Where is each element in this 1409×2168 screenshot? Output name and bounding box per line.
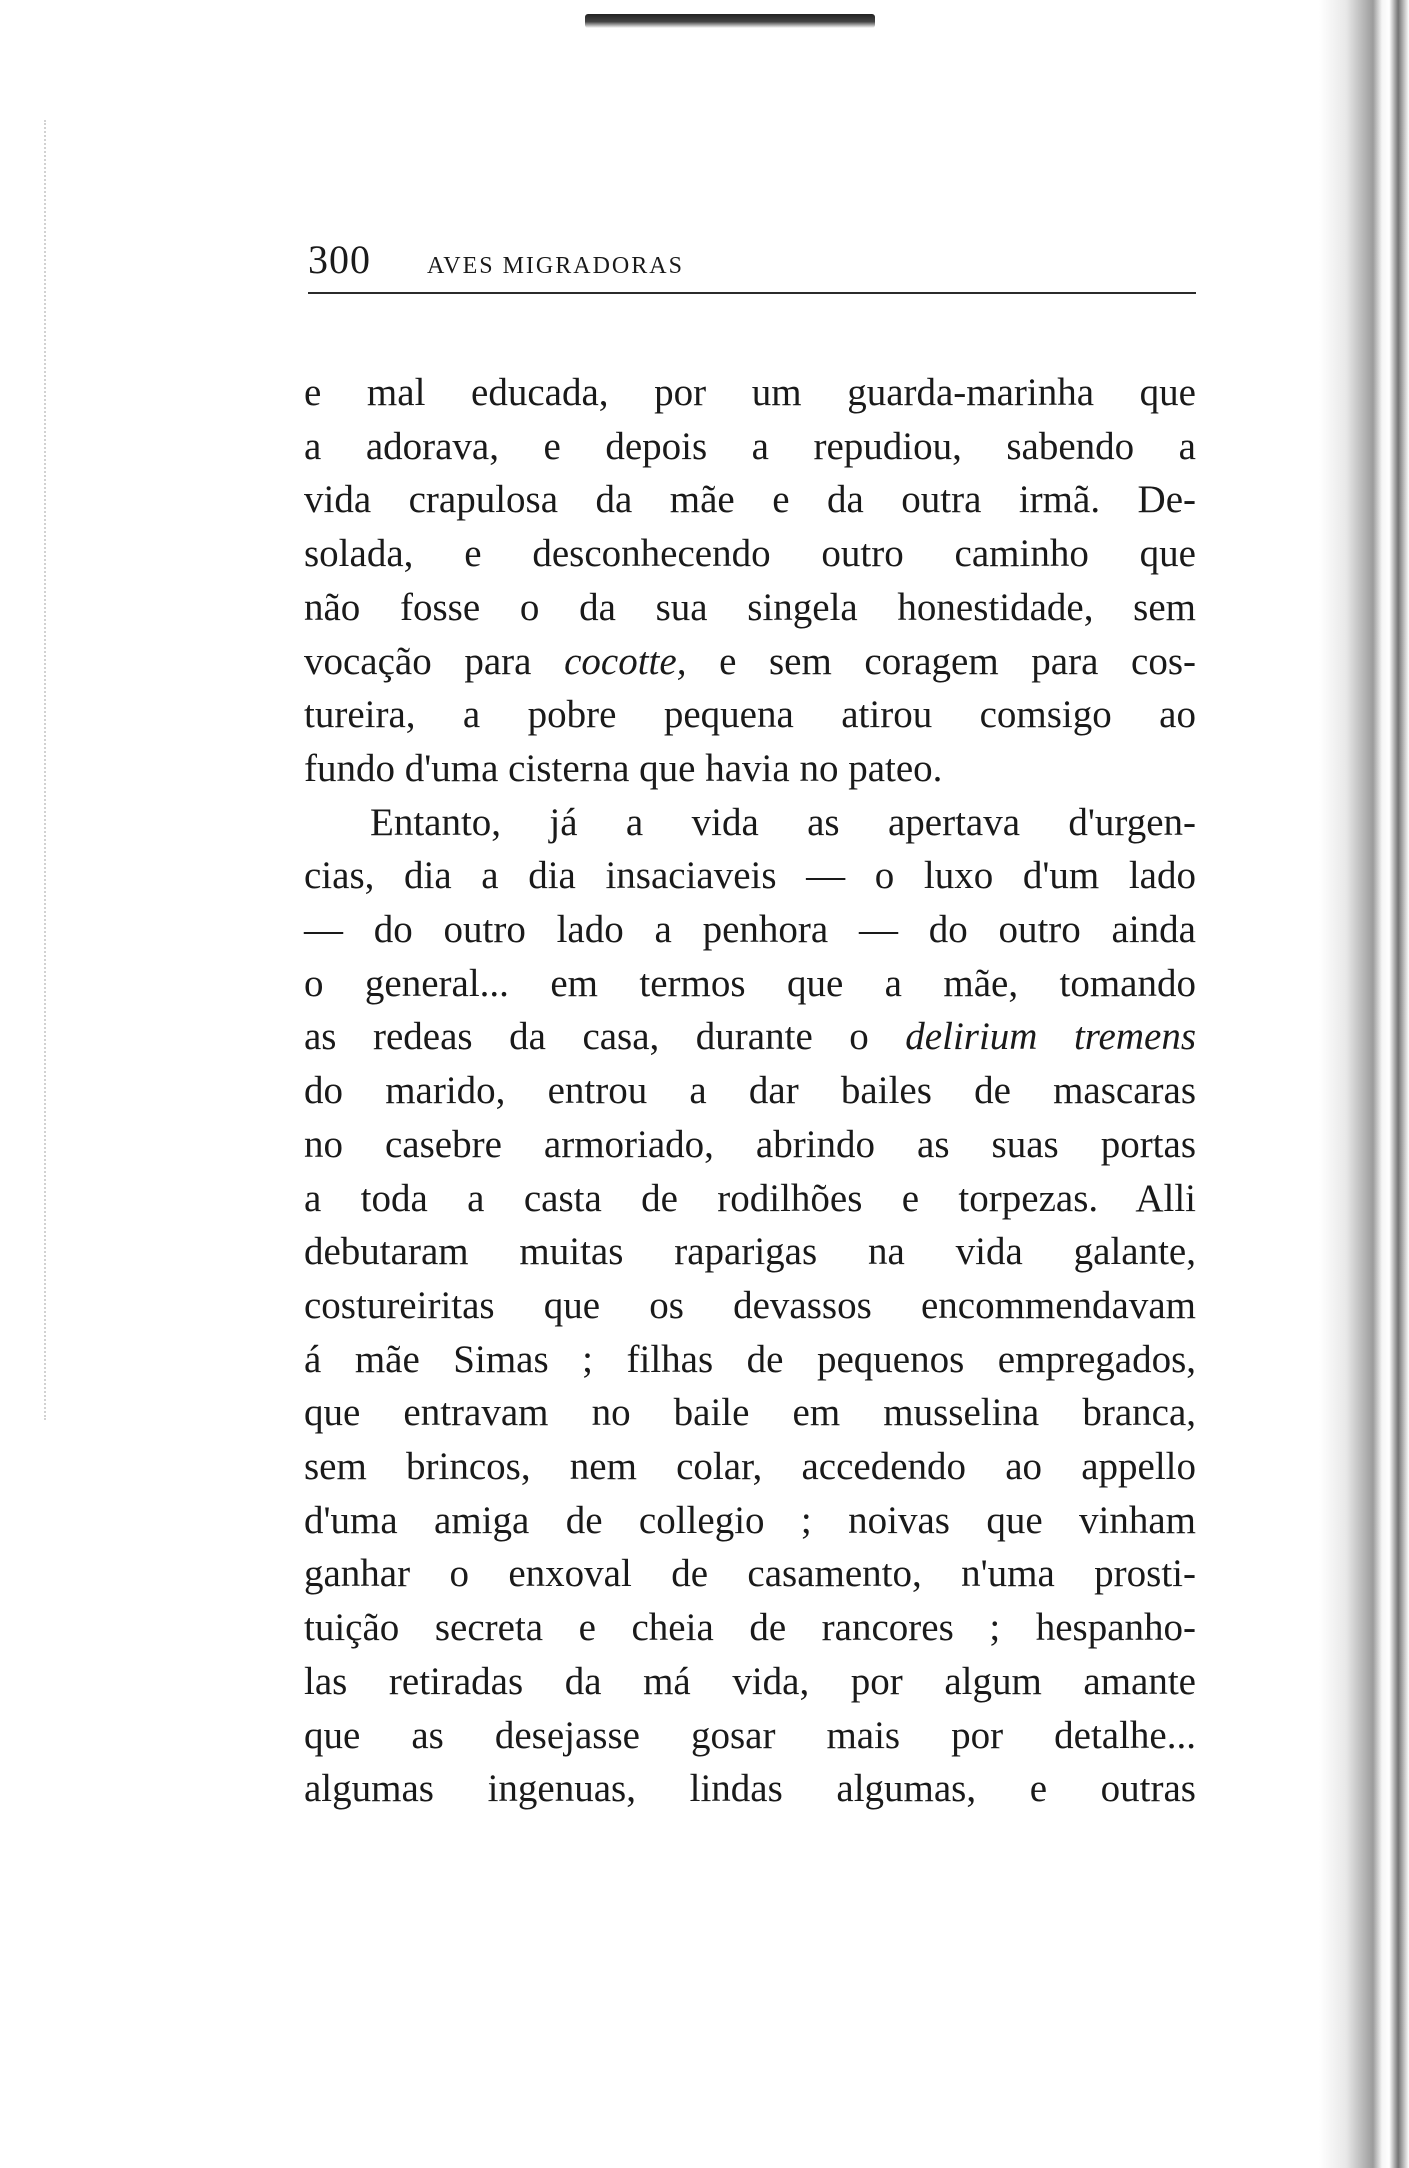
text-line: o general... em termos que a mãe, tomando [304, 961, 1196, 1005]
text-line: d'uma amiga de collegio ; noivas que vinham [304, 1498, 1196, 1542]
text-line: tuição secreta e cheia de rancores ; hespanho- [304, 1606, 1196, 1650]
text-line: as redeas da casa, durante o delirium tremens [304, 1015, 1196, 1059]
text-line: á mãe Simas ; filhas de pequenos empregados, [304, 1337, 1196, 1381]
text-line: tureira, a pobre pequena atirou comsigo ao [304, 693, 1196, 737]
text-line: a adorava, e depois a repudiou, sabendo a [304, 424, 1196, 468]
text-line: cias, dia a dia insaciaveis — o luxo d'um lado [304, 854, 1196, 898]
text-line: algumas ingenuas, lindas algumas, e outras [304, 1767, 1196, 1811]
text-line: costureiritas que os devassos encommendavam [304, 1283, 1196, 1327]
scan-smudge-mark [585, 14, 875, 28]
text-line: não fosse o da sua singela honestidade, sem [304, 585, 1196, 629]
running-header [308, 236, 1196, 294]
text-line: sem brincos, nem colar, accedendo ao appello [304, 1445, 1196, 1489]
text-line: las retiradas da má vida, por algum amante [304, 1659, 1196, 1703]
text-line: vocação para cocotte, e sem coragem para cos- [304, 639, 1197, 683]
page-binding-edge [1319, 0, 1409, 2168]
text-line: Entanto, já a vida as apertava d'urgen- [370, 800, 1196, 844]
text-line: fundo d'uma cisterna que havia no pateo. [304, 746, 943, 790]
page-body [304, 366, 1196, 1816]
text-line: e mal educada, por um guarda-marinha que [304, 371, 1196, 414]
page-number: 300 [308, 237, 371, 282]
text-line: a toda a casta de rodilhões e torpezas. Alli [304, 1176, 1196, 1220]
text-line: do marido, entrou a dar bailes de mascaras [304, 1069, 1196, 1113]
text-line: debutaram muitas raparigas na vida galante, [304, 1230, 1196, 1274]
text-line: que as desejasse gosar mais por detalhe... [304, 1713, 1196, 1757]
text-line: que entravam no baile em musselina branca, [304, 1391, 1196, 1435]
text-line: vida crapulosa da mãe e da outra irmã. De- [304, 478, 1196, 522]
text-line: solada, e desconhecendo outro caminho que [304, 532, 1196, 576]
scan-edge-specks [44, 120, 50, 1420]
running-title: AVES MIGRADORAS [427, 253, 684, 279]
text-line: no casebre armoriado, abrindo as suas portas [304, 1122, 1196, 1166]
text-line: — do outro lado a penhora — do outro ainda [304, 908, 1196, 952]
text-line: ganhar o enxoval de casamento, n'uma prosti- [304, 1552, 1196, 1596]
